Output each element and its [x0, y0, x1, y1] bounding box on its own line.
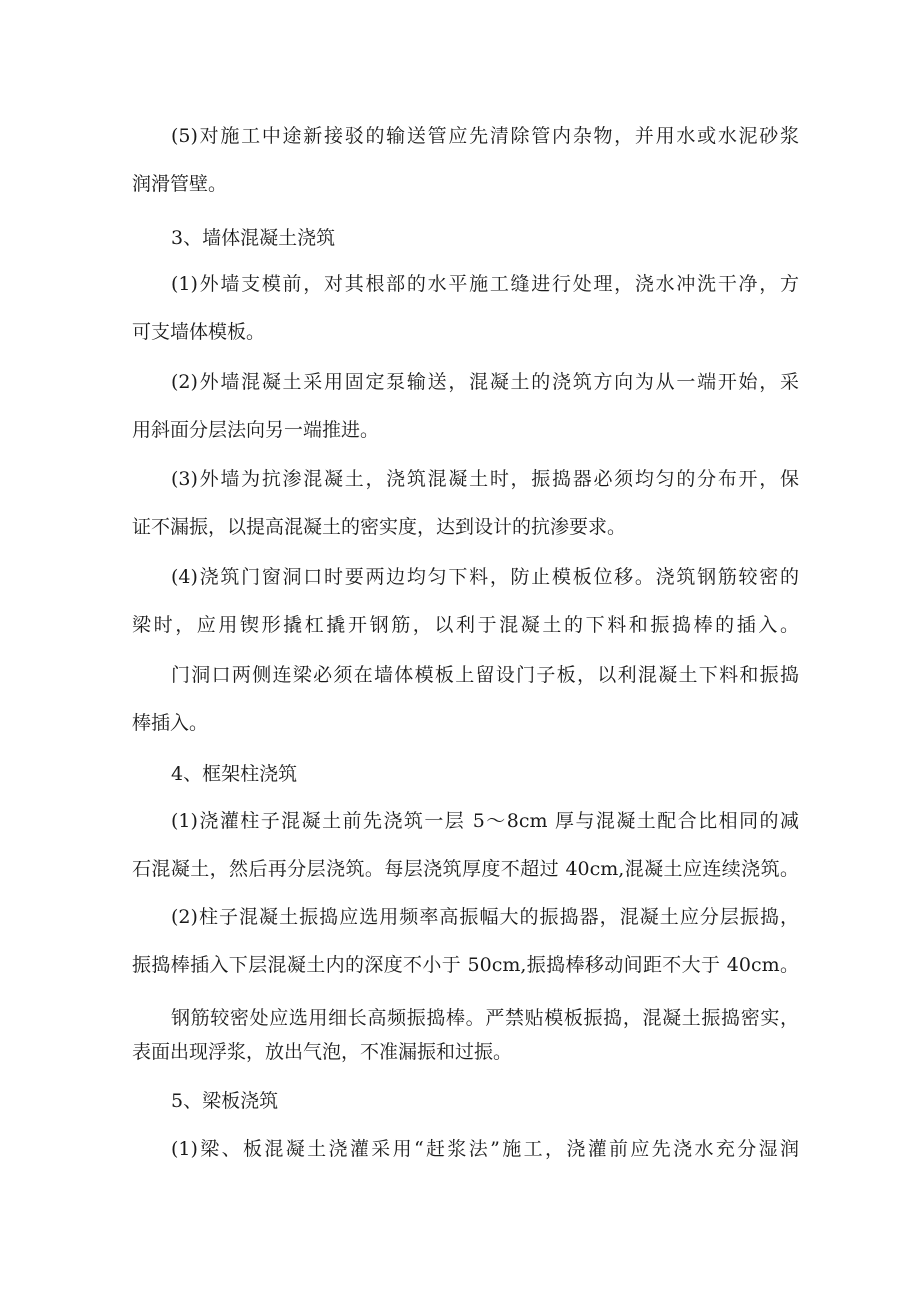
paragraph-line: (2)外墙混凝土采用固定泵输送，混凝土的浇筑方向为从一端开始，采 — [171, 371, 799, 393]
section-heading: 5、梁板浇筑 — [171, 1090, 279, 1112]
paragraph-line: 润滑管壁。 — [132, 173, 228, 195]
paragraph-line: (4)浇筑门窗洞口时要两边均匀下料，防止模板位移。浇筑钢筋较密的 — [171, 566, 799, 588]
paragraph-line: (2)柱子混凝土振捣应选用频率高振幅大的振捣器，混凝土应分层振捣， — [171, 906, 799, 928]
paragraph-line: 振捣棒插入下层混凝土内的深度不小于 50cm,振捣棒移动间距不大于 40cm。 — [132, 954, 799, 976]
paragraph-line: 证不漏振，以提高混凝土的密实度，达到设计的抗渗要求。 — [132, 516, 627, 538]
paragraph-line: 可支墙体模板。 — [132, 321, 266, 343]
paragraph-line: (3)外墙为抗渗混凝土，浇筑混凝土时，振捣器必须均匀的分布开，保 — [171, 468, 799, 490]
paragraph-line: (1)梁、板混凝土浇灌采用“赶浆法”施工，浇灌前应先浇水充分湿润 — [171, 1138, 799, 1160]
paragraph-line: 石混凝土，然后再分层浇筑。每层浇筑厚度不超过 40cm,混凝土应连续浇筑。 — [132, 858, 799, 880]
paragraph-line: (1)外墙支模前，对其根部的水平施工缝进行处理，浇水冲洗干净，方 — [171, 273, 799, 295]
paragraph-line: 钢筋较密处应选用细长高频振捣棒。严禁贴模板振捣，混凝土振捣密实， — [171, 1007, 799, 1029]
paragraph-line: 用斜面分层法向另一端推进。 — [132, 419, 380, 441]
paragraph-line: 表面出现浮浆，放出气泡，不准漏振和过振。 — [132, 1041, 513, 1063]
paragraph-line: 棒插入。 — [132, 712, 209, 734]
section-heading: 4、框架柱浇筑 — [171, 763, 298, 785]
paragraph-line: (5)对施工中途新接驳的输送管应先清除管内杂物，并用水或水泥砂浆 — [171, 125, 799, 147]
section-heading: 3、墙体混凝土浇筑 — [171, 227, 336, 249]
paragraph-line: (1)浇灌柱子混凝土前先浇筑一层 5～8cm 厚与混凝土配合比相同的减 — [171, 810, 799, 832]
paragraph-line: 门洞口两侧连梁必须在墙体模板上留设门子板，以利混凝土下料和振捣 — [171, 664, 799, 686]
paragraph-line: 梁时，应用锲形撬杠撬开钢筋，以利于混凝土的下料和振捣棒的插入。 — [132, 614, 799, 636]
